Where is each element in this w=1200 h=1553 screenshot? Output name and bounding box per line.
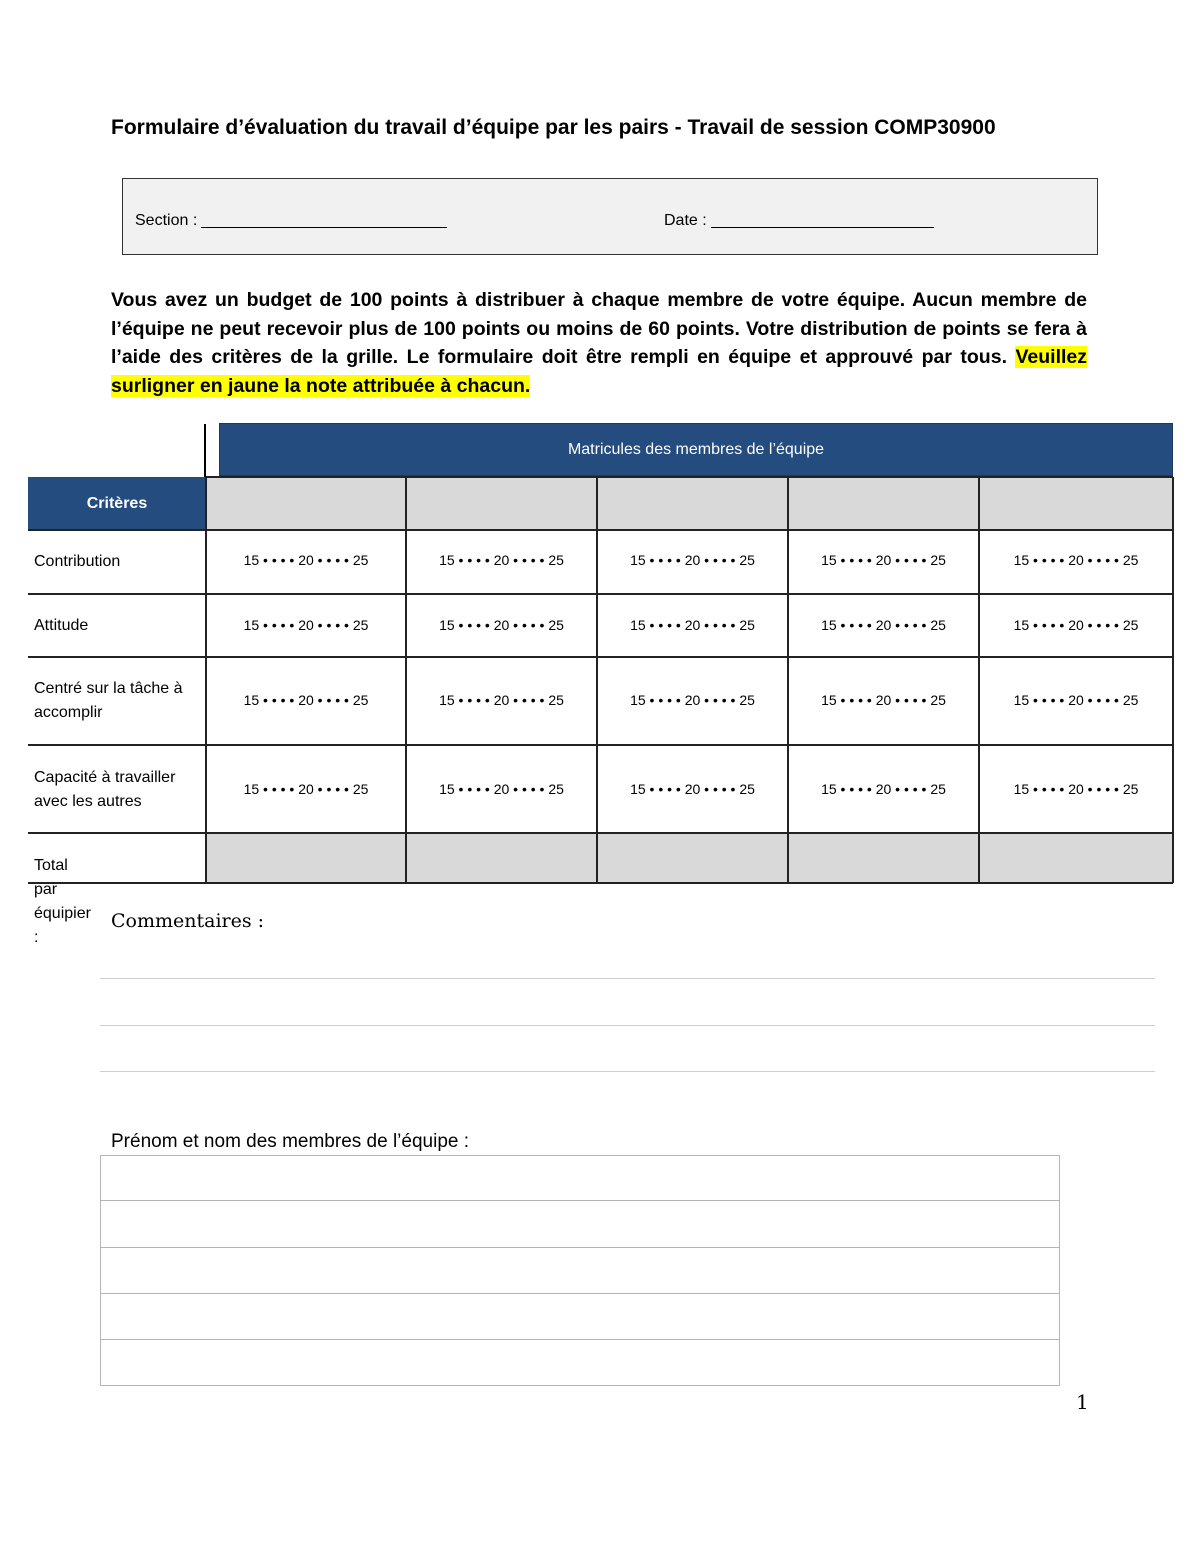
table-rule xyxy=(28,656,1173,658)
comments-label: Commentaires : xyxy=(111,910,265,932)
table-rule xyxy=(28,832,1173,834)
total-cell[interactable] xyxy=(788,833,979,883)
matricule-cell[interactable] xyxy=(788,477,979,530)
table-rule xyxy=(28,744,1173,746)
highlight-instruction: Veuillez surligner en jaune la note attribuée à chacun. xyxy=(111,346,1088,397)
rating-scale[interactable]: 15 • • • • 20 • • • • 25 xyxy=(821,617,946,633)
rating-scale[interactable]: 15 • • • • 20 • • • • 25 xyxy=(439,781,564,797)
team-names-table[interactable] xyxy=(100,1155,1060,1386)
section-label: Section : xyxy=(135,212,198,229)
page-title: Formulaire d’évaluation du travail d’équipe par les pairs - Travail de session COMP30900 xyxy=(111,116,996,139)
table-left-divider xyxy=(204,424,206,477)
instructions-paragraph xyxy=(111,286,1087,400)
members-header: Matricules des membres de l’équipe xyxy=(219,423,1173,476)
names-row-divider xyxy=(101,1200,1059,1201)
rating-scale[interactable]: 15 • • • • 20 • • • • 25 xyxy=(821,692,946,708)
table-rule xyxy=(28,593,1173,595)
table-rule xyxy=(28,882,1173,884)
matricule-cell[interactable] xyxy=(206,477,406,530)
total-label: Total par équipier : xyxy=(34,857,91,946)
rating-scale[interactable]: 15 • • • • 20 • • • • 25 xyxy=(630,617,755,633)
total-cell[interactable] xyxy=(206,833,406,883)
rating-scale[interactable]: 15 • • • • 20 • • • • 25 xyxy=(243,692,369,708)
rating-scale[interactable]: 15 • • • • 20 • • • • 25 xyxy=(439,552,564,568)
names-row-divider xyxy=(101,1247,1059,1248)
rating-scale[interactable]: 15 • • • • 20 • • • • 25 xyxy=(821,552,946,568)
date-label: Date : xyxy=(664,212,707,229)
rating-scale[interactable]: 15 • • • • 20 • • • • 25 xyxy=(243,781,369,797)
total-cell[interactable] xyxy=(979,833,1173,883)
table-rule xyxy=(205,477,207,883)
criteria-header: Critères xyxy=(28,477,206,530)
table-rule xyxy=(1172,477,1174,883)
total-cell[interactable] xyxy=(597,833,788,883)
rating-scale[interactable]: 15 • • • • 20 • • • • 25 xyxy=(439,692,564,708)
table-rule xyxy=(206,476,1173,478)
date-underline[interactable] xyxy=(711,211,934,228)
criterion-label: Attitude xyxy=(34,617,89,634)
rating-scale[interactable]: 15 • • • • 20 • • • • 25 xyxy=(630,552,755,568)
section-field[interactable] xyxy=(135,211,447,230)
rating-scale[interactable]: 15 • • • • 20 • • • • 25 xyxy=(821,781,946,797)
table-rule xyxy=(405,477,407,883)
names-row-divider xyxy=(101,1339,1059,1340)
criterion-label: Capacité à travailler avec les autres xyxy=(34,769,176,810)
rating-scale[interactable]: 15 • • • • 20 • • • • 25 xyxy=(630,692,755,708)
section-date-box xyxy=(122,178,1098,255)
table-rule xyxy=(978,477,980,883)
total-cell[interactable] xyxy=(406,833,597,883)
rating-scale[interactable]: 15 • • • • 20 • • • • 25 xyxy=(630,781,755,797)
criterion-label: Contribution xyxy=(34,553,121,570)
matricule-cell[interactable] xyxy=(597,477,788,530)
comment-line[interactable] xyxy=(100,1071,1155,1072)
table-rule xyxy=(787,477,789,883)
team-names-label: Prénom et nom des membres de l’équipe : xyxy=(111,1131,470,1152)
matricule-cell[interactable] xyxy=(406,477,597,530)
section-underline[interactable] xyxy=(201,211,447,228)
comment-line[interactable] xyxy=(100,978,1155,979)
rating-scale[interactable]: 15 • • • • 20 • • • • 25 xyxy=(1013,781,1139,797)
table-rule xyxy=(28,529,1173,531)
matricule-cell[interactable] xyxy=(979,477,1173,530)
date-field[interactable] xyxy=(664,211,934,230)
rating-scale[interactable]: 15 • • • • 20 • • • • 25 xyxy=(1013,617,1139,633)
rating-scale[interactable]: 15 • • • • 20 • • • • 25 xyxy=(243,617,369,633)
comment-line[interactable] xyxy=(100,1025,1155,1026)
criterion-label: Centré sur la tâche à accomplir xyxy=(34,680,183,721)
names-row-divider xyxy=(101,1293,1059,1294)
instructions-text: Vous avez un budget de 100 points à distribuer à chaque membre de votre équipe. Aucun membre de l’équipe ne peut recevoir plus de 100 points ou moins de 60 points. Votre distribution de points se fera à l’aide des critères de la grille. Le formulaire doit être rempli en équipe et approuvé par tous. xyxy=(111,289,1087,368)
rating-scale[interactable]: 15 • • • • 20 • • • • 25 xyxy=(1013,692,1139,708)
rating-scale[interactable]: 15 • • • • 20 • • • • 25 xyxy=(1013,552,1139,568)
rating-scale[interactable]: 15 • • • • 20 • • • • 25 xyxy=(439,617,564,633)
rating-scale[interactable]: 15 • • • • 20 • • • • 25 xyxy=(243,552,369,568)
page-number: 1 xyxy=(1076,1390,1089,1414)
table-rule xyxy=(596,477,598,883)
